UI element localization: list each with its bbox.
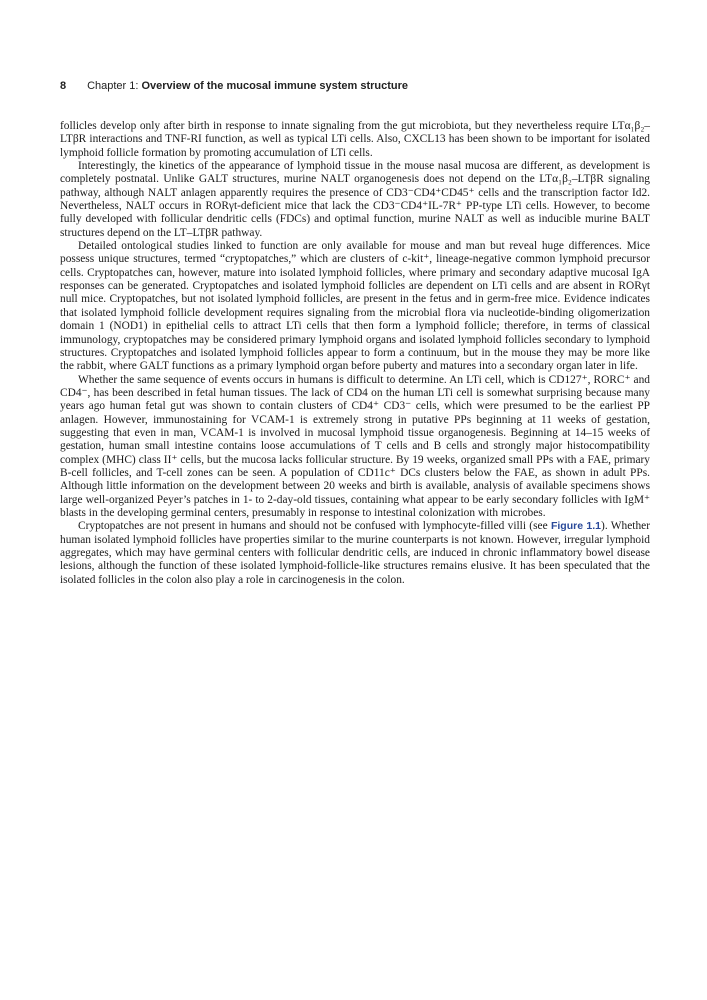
body-text	[60, 120, 650, 587]
chapter-label: Chapter 1:	[87, 80, 142, 92]
paragraph: follicles develop only after birth in response to innate signaling from the gut microbiota, but they nevertheless require LTα₁β₂–LTβR interactions and TNF-RI function, as well as typical LTi cells. Also, CXCL13 has been shown to be important for isolated lymphoid follicle formation by promoting accumulation of LTi cells.	[60, 120, 650, 159]
chapter-title: Overview of the mucosal immune system structure	[141, 80, 409, 92]
paragraph-text: Cryptopatches are not present in humans and should not be confused with lymphocyte-filled villi (see	[78, 520, 551, 533]
paragraph	[60, 520, 650, 587]
paragraph: Detailed ontological studies linked to function are only available for mouse and man but reveal huge differences. Mice possess unique structures, termed “cryptopatches,” which are clusters of c-kit⁺, lineage-negative common lymphoid precursor cells. Cryptopatches can, however, mature into isolated lymphoid follicles, where primary and secondary adaptive mucosal IgA responses can be generated. Cryptopatches and isolated lymphoid follicles are dependent on LTi cells and are absent in RORγt null mice. Cryptopatches, but not isolated lymphoid follicles, are present in the fetus and in germ-free mice. Evidence indicates that isolated lymphoid follicle development requires signaling from the microbial flora via nucleotide-binding oligomerization domain 1 (NOD1) in epithelial cells to attract LTi cells that then form a lymphoid follicle; therefore, in terms of classical immunology, cryptopatches may be considered primary lymphoid organs and isolated lymphoid follicles secondary to lymphoid structures. Cryptopatches and isolated lymphoid follicles appear to form a continuum, but in the mouse they may be more like the rabbit, where GALT functions as a primary lymphoid organ before puberty and matures into a secondary organ later in life.	[60, 240, 650, 373]
paragraph: Whether the same sequence of events occurs in humans is difficult to determine. An LTi cell, which is CD127⁺, RORC⁺ and CD4⁻, has been described in fetal human tissues. The lack of CD4 on the human LTi cell is somewhat surprising because many years ago human fetal gut was shown to contain clusters of CD4⁺ CD3⁻ cells, which were presumed to be the earliest PP anlagen. However, immunostaining for VCAM-1 is extremely strong in putative PPs beginning at 11 weeks of gestation, suggesting that even in man, VCAM-1 is involved in mucosal lymphoid tissue organogenesis. Beginning at 14–15 weeks of gestation, human small intestine contains loose accumulations of T cells and B cells and strongly major histocompatibility complex (MHC) class II⁺ cells, but the mucosa lacks follicular structure. By 19 weeks, organized small PPs with a FAE, primary B-cell follicles, and T-cell zones can be seen. A population of CD11c⁺ DCs clusters below the FAE, as shown in adult PPs. Although little information on the development between 20 weeks and birth is available, analysis of available specimens shows large well-organized Peyer’s patches in 1- to 2-day-old tissues, containing what appear to be early secondary follicles with IgM⁺ blasts in the developing germinal centers, presumably in response to intestinal colonization with microbes.	[60, 373, 650, 519]
paragraph-text: ). Whether human isolated lymphoid follicles have properties similar to the murine counterparts is not known. However, irregular lymphoid aggregates, which may have germinal centers with follicular dendritic cells, are induced in chronic inflammatory bowel disease lesions, although the function of these isolated lymphoid-follicle-like structures remains elusive. It has been speculated that the isolated follicles in the colon also play a role in carcinogenesis in the colon.	[60, 520, 650, 586]
figure-reference-link[interactable]: Figure 1.1	[550, 520, 602, 533]
page-number: 8	[60, 80, 67, 92]
paragraph: Interestingly, the kinetics of the appearance of lymphoid tissue in the mouse nasal mucosa are different, as development is completely postnatal. Unlike GALT structures, murine NALT organogenesis does not depend on the LTα₁β₂–LTβR signaling pathway, although NALT anlagen apparently requires the presence of CD3⁻CD4⁺CD45⁺ cells and the transcription factor Id2. Nevertheless, NALT occurs in RORγt-deficient mice that lack the CD3⁻CD4⁺IL-7R⁺ PP-type LTi cells. However, to become fully developed with follicular dendritic cells (FDCs) and optimal function, murine NALT as well as inducible murine BALT structures depend on the LT–LTβR pathway.	[60, 160, 650, 239]
running-header	[60, 80, 650, 98]
